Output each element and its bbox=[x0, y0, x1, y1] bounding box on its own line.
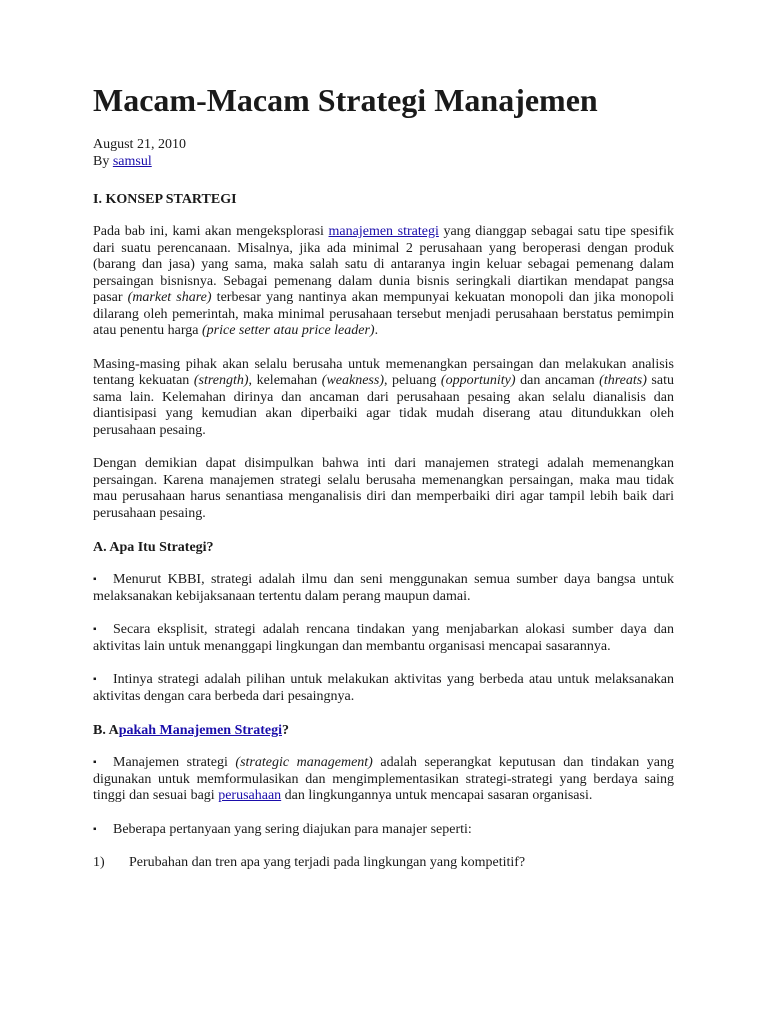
author-link[interactable]: samsul bbox=[112, 153, 152, 169]
byline-prefix: By bbox=[93, 153, 113, 169]
paragraph-2 bbox=[93, 357, 674, 440]
text: terbesar yang nantinya akan mempunyai kekuatan monopoli dan jika monopoli dilarang oleh pemerintah, maka minimal perusahaan tersebut menjadi perusahaan berstatus pemimpin atau penentu harga bbox=[93, 290, 674, 338]
text: , peluang bbox=[383, 373, 441, 388]
manajemen-strategi-link[interactable]: manajemen strategi bbox=[328, 224, 439, 239]
page-title: Macam-Macam Strategi Manajemen bbox=[93, 82, 598, 118]
italic-term: (weakness) bbox=[321, 373, 384, 388]
bullet-item bbox=[93, 672, 674, 705]
bullet-icon: ▪ bbox=[93, 624, 97, 635]
heading-text: B. A bbox=[93, 723, 119, 738]
text: satu sama lain. Kelemahan dirinya dan ancaman dari perusahaan pesaing akan selalu dianalisis dan diantisipasi yang kemudian akan diperbaiki agar tidak mudah diserang atau ditundukkan oleh perusahaan pesaing. bbox=[93, 373, 674, 438]
italic-term: (price setter atau price leader) bbox=[201, 323, 375, 338]
text: , kelemahan bbox=[248, 373, 322, 388]
post-date: August 21, 2010 bbox=[93, 137, 186, 152]
apakah-manajemen-strategi-link[interactable]: pakah Manajemen Strategi bbox=[118, 723, 283, 738]
bullet-icon: ▪ bbox=[93, 574, 97, 585]
italic-term: (threats) bbox=[599, 373, 647, 388]
text: Pada bab ini, kami akan mengeksplorasi bbox=[93, 224, 329, 239]
section-heading-konsep: I. KONSEP STARTEGI bbox=[93, 192, 237, 207]
section-heading-manajemen-strategi bbox=[93, 722, 674, 739]
bullet-item bbox=[93, 822, 674, 839]
bullet-item bbox=[93, 572, 674, 605]
post-meta bbox=[93, 137, 674, 170]
bullet-text: dan lingkungannya untuk mencapai sasaran organisasi. bbox=[281, 788, 593, 803]
italic-term: (strategic management) bbox=[235, 755, 373, 770]
italic-term: (opportunity) bbox=[440, 373, 516, 388]
heading-text: ? bbox=[282, 723, 290, 738]
bullet-text: Menurut KBBI, strategi adalah ilmu dan seni menggunakan semua sumber daya bangsa untuk melaksanakan kebijaksanaan tertentu dalam perang maupun damai. bbox=[93, 572, 674, 604]
bullet-text: Beberapa pertanyaan yang sering diajukan para manajer seperti: bbox=[113, 821, 472, 837]
text: . bbox=[374, 323, 379, 338]
text: yang dianggap sebagai satu tipe spesifik dari suatu perencanaan. Misalnya, jika ada minimal 2 perusahaan yang beroperasi dengan produk (barang dan jasa) yang sama, maka salah satu di antaranya ingin keluar sebagai pemenang dalam persaingan bisnisnya. Sebagai pemenang dalam dunia bisnis seringkali diartikan mendapat pangsa pasar bbox=[93, 224, 675, 305]
text: Masing-masing pihak akan selalu berusaha untuk memenangkan persaingan dan melakukan analisis tentang kekuatan bbox=[93, 356, 674, 388]
bullet-text: Intinya strategi adalah pilihan untuk melakukan aktivitas yang berbeda atau untuk melaksanakan aktivitas dengan cara berbeda dari pesaingnya. bbox=[93, 672, 674, 704]
bullet-text: adalah seperangkat keputusan dan tindakan yang digunakan untuk memformulasikan dan mengimplementasikan strategi-strategi yang berdaya saing tinggi dan sesuai bagi bbox=[93, 755, 674, 803]
item-number: 1) bbox=[93, 855, 105, 870]
bullet-icon: ▪ bbox=[93, 823, 97, 835]
bullet-text: Manajemen strategi bbox=[113, 755, 236, 770]
paragraph-3: Dengan demikian dapat disimpulkan bahwa inti dari manajemen strategi adalah memenangkan persaingan. Karena manajemen strategi selalu berusaha memenangkan persaingan, maka mau tidak mau perusahaan harus senantiasa menganalisis diri dan memperbaiki diri agar tampil lebih baik dari perusahaan pesaing. bbox=[93, 456, 674, 521]
paragraph-1 bbox=[93, 224, 674, 340]
bullet-item bbox=[93, 755, 674, 805]
bullet-icon: ▪ bbox=[93, 674, 97, 685]
bullet-icon: ▪ bbox=[93, 757, 97, 768]
section-heading-apa-itu-strategi: A. Apa Itu Strategi? bbox=[93, 540, 214, 555]
italic-term: (strength) bbox=[193, 373, 249, 388]
italic-term: (market share) bbox=[127, 290, 212, 305]
bullet-text: Secara eksplisit, strategi adalah rencana tindakan yang menjabarkan alokasi sumber daya dan aktivitas lain untuk menanggapi lingkungan dan membantu organisasi mencapai sasarannya. bbox=[93, 622, 674, 654]
text: dan ancaman bbox=[515, 373, 600, 388]
numbered-item bbox=[93, 855, 674, 872]
numbered-text: Perubahan dan tren apa yang terjadi pada lingkungan yang kompetitif? bbox=[129, 855, 526, 870]
post-byline bbox=[93, 154, 674, 171]
bullet-item bbox=[93, 622, 674, 655]
perusahaan-link[interactable]: perusahaan bbox=[218, 788, 282, 803]
